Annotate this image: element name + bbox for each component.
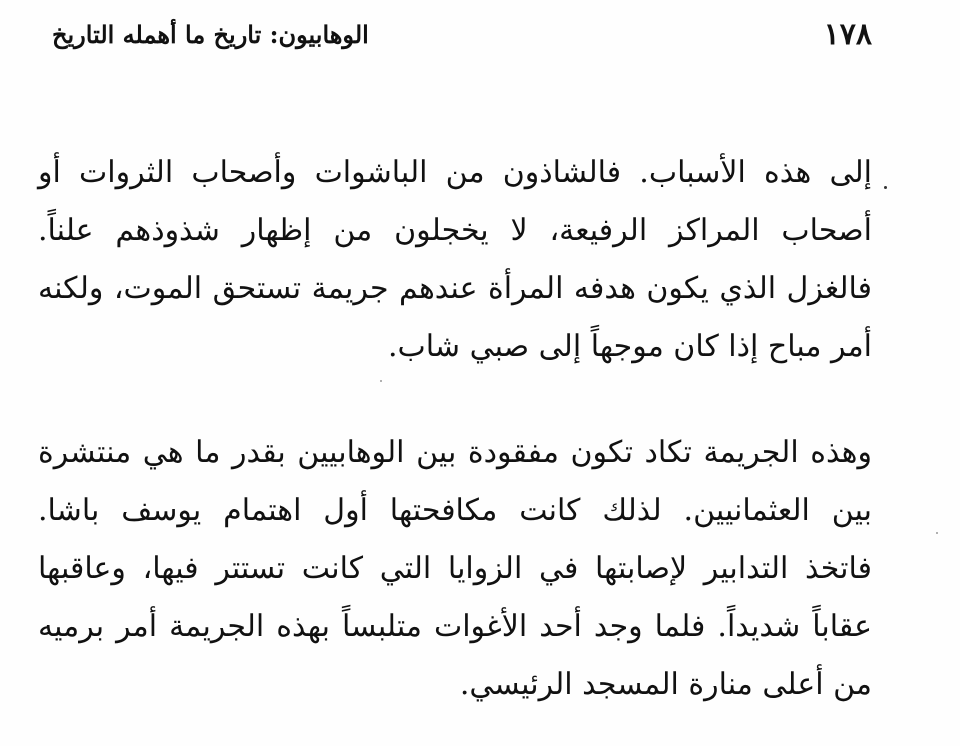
paragraph-line: عقاباً شديداً. فلما وجد أحد الأغوات متلبساً بهذه الجريمة أمر برميه xyxy=(38,609,872,644)
paragraph-line: من أعلى منارة المسجد الرئيسي. xyxy=(459,667,872,702)
print-speck xyxy=(936,532,938,534)
paragraph-line: إلى هذه الأسباب. فالشاذون من الباشوات وأصحاب الثروات أو xyxy=(38,155,872,190)
paragraph-line: بين العثمانيين. لذلك كانت مكافحتها أول اهتمام يوسف باشا. xyxy=(38,493,872,528)
paragraph-line: وهذه الجريمة تكاد تكون مفقودة بين الوهابيين بقدر ما هي منتشرة xyxy=(38,435,872,470)
paragraph-1 xyxy=(38,144,872,376)
paragraph-line: أمر مباح إذا كان موجهاً إلى صبي شاب. xyxy=(388,329,872,364)
paragraph-line: فاتخذ التدابير لإصابتها في الزوايا التي كانت تستتر فيها، وعاقبها xyxy=(38,551,872,586)
header-title: الوهابيون: تاريخ ما أهمله التاريخ xyxy=(52,19,369,49)
paragraph-2 xyxy=(38,424,872,714)
paragraph-line: فالغزل الذي يكون هدفه المرأة عندهم جريمة تستحق الموت، ولكنه xyxy=(38,271,872,306)
paragraph-line: أصحاب المراكز الرفيعة، لا يخجلون من إظهار شذوذهم علناً. xyxy=(38,213,872,248)
print-speck xyxy=(884,186,887,189)
running-header xyxy=(52,14,872,54)
page-number: ١٧٨ xyxy=(823,16,872,52)
print-speck xyxy=(380,380,382,382)
